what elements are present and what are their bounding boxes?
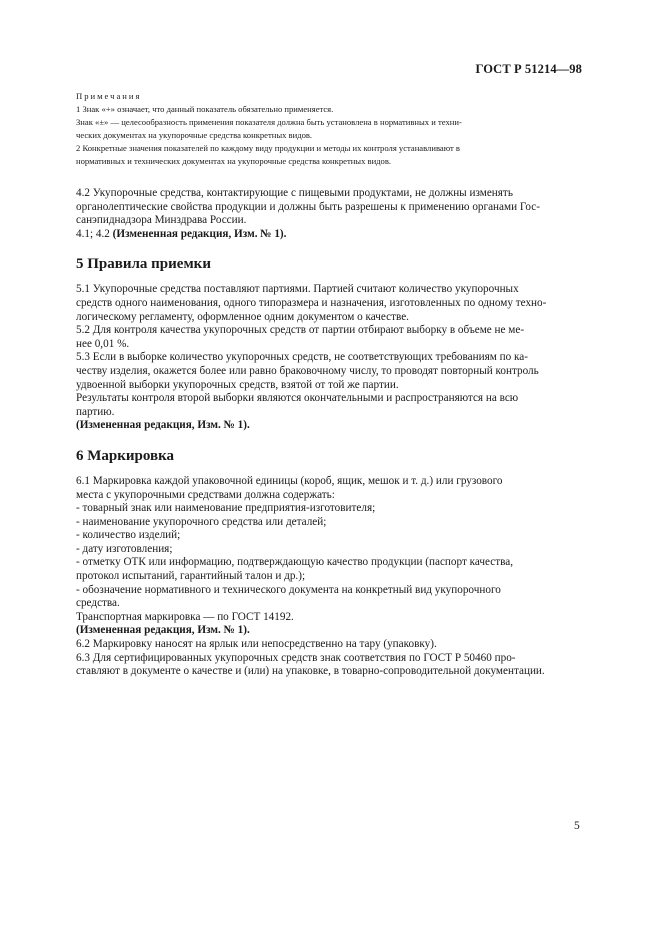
note-1-line-1: 1 Знак «+» означает, что данный показатель обязательно применяется. [76,104,334,114]
list-item: - наименование укупорочного средства или деталей; [76,515,327,528]
para-5-3-line-1: 5.3 Если в выборке количество укупорочных средств, не соответствующих требованиям по ка- [76,351,528,364]
note-1-line-3: ческих документах на укупорочные средства конкретных видов. [76,130,313,140]
para-5-2-line-2: нее 0,01 %. [76,337,130,350]
list-item-6-line-1: - обозначение нормативного и технического документа на конкретный вид укупорочного [76,583,501,596]
notes-title: Примечания [76,91,142,101]
note-2-line-1: 2 Конкретные значения показателей по каждому виду продукции и методы их контроля устанавливают в [76,143,460,153]
list-item: - дату изготовления; [76,542,173,555]
revision-note-6: (Измененная редакция, Изм. № 1). [76,624,250,637]
notes-block [76,90,584,168]
para-5-3-line-2: честву изделия, окажется более или равно браковочному числу, то проводят повторный контроль [76,364,539,377]
para-4-2-line-1: 4.2 Укупорочные средства, контактирующие с пищевыми продуктами, не должны изменять [76,187,513,199]
section-5-body [76,283,584,433]
para-5-1-line-1: 5.1 Укупорочные средства поставляют партиями. Партией считают количество укупорочных [76,283,519,296]
para-5-3-line-4: Результаты контроля второй выборки являются окончательными и распространяются на всю [76,392,519,405]
list-item-6-line-2: средства. [76,597,120,610]
para-4-2-line-3: санэпиднадзора Минздрава России. [76,214,247,227]
revision-note-4 [76,228,584,242]
para-5-1-line-2: средств одного наименования, одного типоразмера и назначения, изготовленных по одному техно- [76,296,547,309]
page-body [76,90,584,679]
revision-ref: 4.1; 4.2 [76,227,113,240]
revision-text: (Измененная редакция, Изм. № 1). [112,227,287,240]
list-item-5-line-2: протокол испытаний, гарантийный талон и др.); [76,570,306,583]
page-number: 5 [574,820,580,832]
revision-note-5: (Измененная редакция, Изм. № 1). [76,419,250,432]
para-6-1-line-1: 6.1 Маркировка каждой упаковочной единицы (короб, ящик, мешок и т. д.) или грузового [76,474,503,487]
section-6-body [76,475,584,679]
para-6-2: 6.2 Маркировку наносят на ярлык или непосредственно на тару (упаковку). [76,638,437,651]
para-6-1-line-2: места с укупорочными средствами должна содержать: [76,488,335,501]
transport-marking: Транспортная маркировка — по ГОСТ 14192. [76,610,294,623]
list-item-5-line-1: - отметку ОТК или информацию, подтверждающую качество продукции (паспорт качества, [76,556,514,569]
para-6-3-line-2: ставляют в документе о качестве и (или) на упаковке, в товарно-сопроводительной документации. [76,665,545,678]
section-6-title: 6 Маркировка [76,447,175,464]
para-5-3-line-5: партию. [76,405,115,418]
list-item: - товарный знак или наименование предприятия-изготовителя; [76,502,376,515]
list-item: - количество изделий; [76,529,181,542]
para-5-2-line-1: 5.2 Для контроля качества укупорочных средств от партии отбирают выборку в объеме не ме- [76,324,525,337]
para-6-3-line-1: 6.3 Для сертифицированных укупорочных средств знак соответствия по ГОСТ Р 50460 про- [76,651,516,664]
section-4-body [76,187,584,241]
note-1-line-2: Знак «±» — целесообразность применения показателя должна быть установлена в нормативных и техни- [76,117,462,127]
para-5-3-line-3: удвоенной выборки укупорочных средств, взятой от той же партии. [76,378,399,391]
document-header: ГОСТ Р 51214—98 [475,62,582,76]
section-5-title: 5 Правила приемки [76,256,211,273]
para-5-1-line-3: логическому регламенту, оформленное одним документом о качестве. [76,310,409,323]
note-2-line-2: нормативных и технических документах на укупорочные средства конкретных видов. [76,156,392,166]
para-4-2-line-2: органолептические свойства продукции и должны быть разрешены к применению органами Гос- [76,200,540,213]
